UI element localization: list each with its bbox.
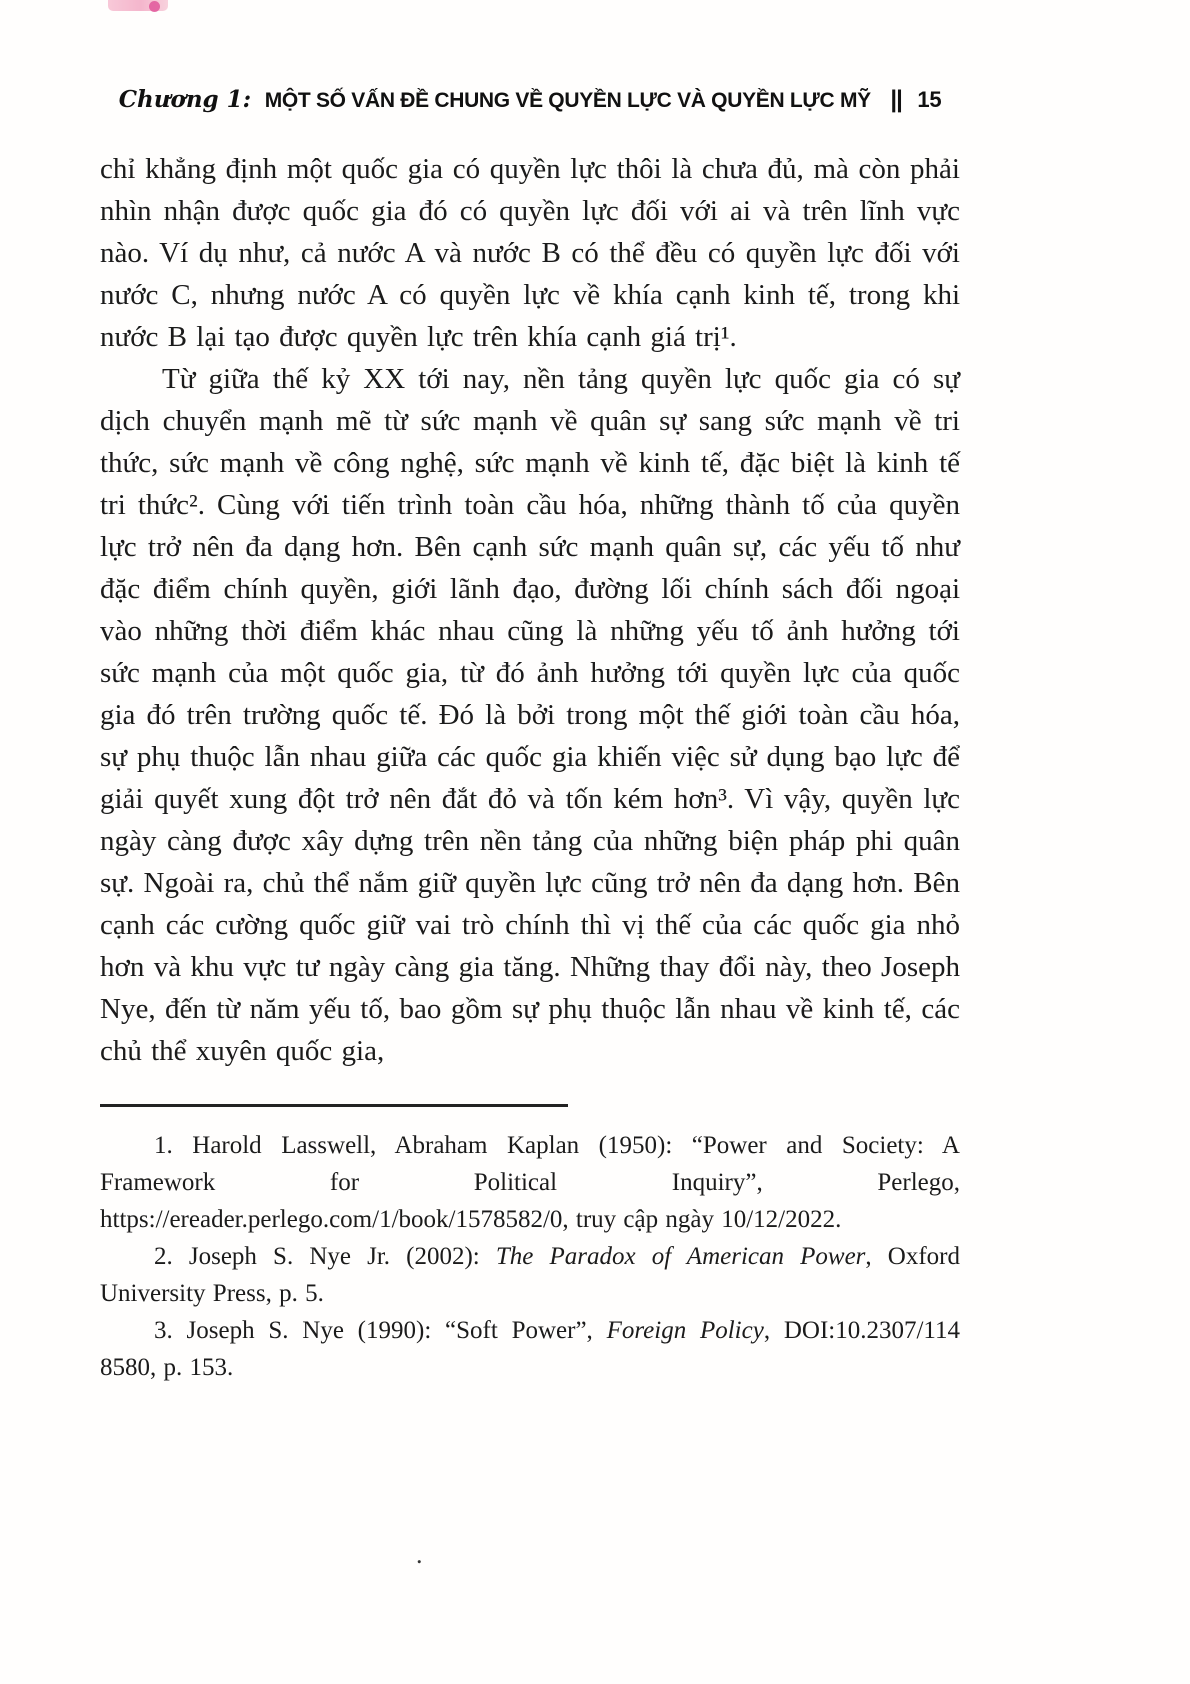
footnote-work-title: Foreign Policy [606, 1317, 764, 1344]
paragraph: Từ giữa thế kỷ XX tới nay, nền tảng quyền lực quốc gia có sự dịch chuyển mạnh mẽ từ sức mạnh về quân sự sang sức mạnh về tri thức, sức mạnh về công nghệ, sức mạnh về kinh tế, đặc biệt là kinh tế tri thức². Cùng với tiến trình toàn cầu hóa, những thành tố của quyền lực trở nên đa dạng hơn. Bên cạnh sức mạnh quân sự, các yếu tố như đặc điểm chính quyền, giới lãnh đạo, đường lối chính sách đối ngoại vào những thời điểm khác nhau cũng là những yếu tố ảnh hưởng tới sức mạnh của một quốc gia, từ đó ảnh hưởng tới quyền lực của quốc gia đó trên trường quốc tế. Đó là bởi trong một thế giới toàn cầu hóa, sự phụ thuộc lẫn nhau giữa các quốc gia khiến việc sử dụng bạo lực để giải quyết xung đột trở nên đắt đỏ và tốn kém hơn³. Vì vậy, quyền lực ngày càng được xây dựng trên nền tảng của những biện pháp phi quân sự. Ngoài ra, chủ thể nắm giữ quyền lực cũng trở nên đa dạng hơn. Bên cạnh các cường quốc giữ vai trò chính thì vị thế của các quốc gia nhỏ hơn và khu vực tư ngày càng gia tăng. Những thay đổi này, theo Joseph Nye, đến từ năm yếu tố, bao gồm sự phụ thuộc lẫn nhau về kinh tế, các chủ thể xuyên quốc gia, [100, 363, 961, 1067]
page-number: 15 [917, 87, 942, 112]
paragraph: chỉ khẳng định một quốc gia có quyền lực thôi là chưa đủ, mà còn phải nhìn nhận được quốc gia đó có quyền lực đối với ai và trên lĩnh vực nào. Ví dụ như, cả nước A và nước B có thể đều có quyền lực đối với nước C, nhưng nước A có quyền lực về khía cạnh kinh tế, trong khi nước B lại tạo được quyền lực trên khía cạnh giá trị¹. [100, 153, 960, 353]
footnote-divider [100, 1104, 568, 1107]
chapter-label: Chương 1: [118, 86, 252, 113]
chapter-title: MỘT SỐ VẤN ĐỀ CHUNG VỀ QUYỀN LỰC VÀ QUYỀN LỰC MỸ [264, 89, 871, 112]
header-separator: || [890, 86, 902, 113]
footnote-text: , DOI:10.2307/114 8580, p. 153. [100, 1317, 960, 1381]
footnote [100, 1127, 960, 1238]
footnote [100, 1312, 960, 1386]
scan-artifact-dot-top [149, 1, 160, 12]
body-text [100, 148, 960, 1072]
scan-artifact-dot-bottom: . [416, 1540, 423, 1569]
footnote [100, 1238, 960, 1312]
footnote-text: 3. Joseph S. Nye (1990): “Soft Power”, [154, 1317, 607, 1344]
page-header [100, 86, 960, 114]
footnotes [100, 1127, 960, 1386]
footnote-text: 1. Harold Lasswell, Abraham Kaplan (1950): “Power and Society: A Framework for Political Inquiry”, Perlego, https://ereader.perlego.com/1/book/1578582/0, truy cập ngày 10/12/2022. [100, 1132, 960, 1233]
footnote-text: , Oxford University Press, p. 5. [100, 1243, 960, 1307]
footnote-text: 2. Joseph S. Nye Jr. (2002): [154, 1243, 496, 1270]
footnote-work-title: The Paradox of American Power [495, 1243, 866, 1270]
